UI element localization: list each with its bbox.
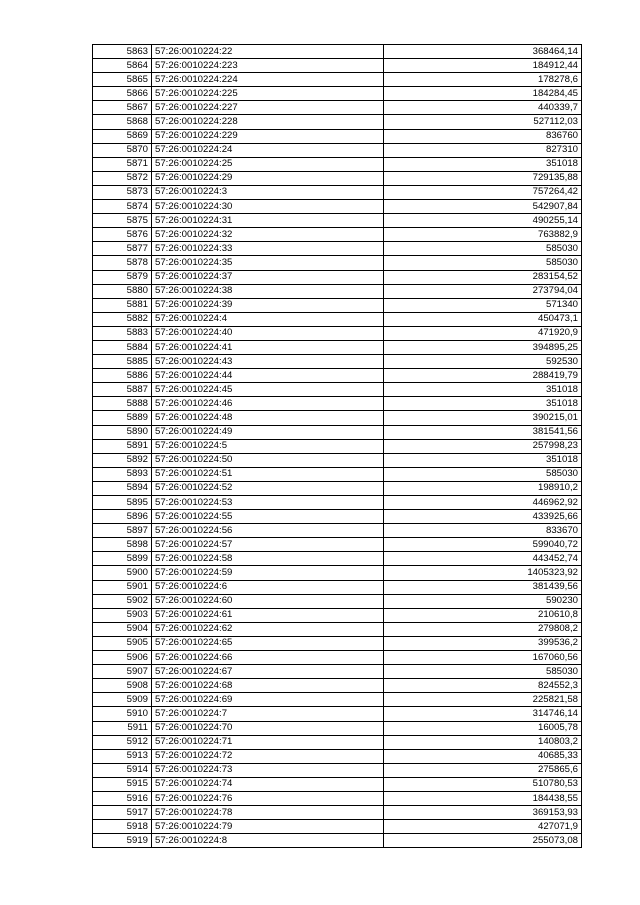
table-row: [93, 552, 582, 566]
cadastral-value-cell: 210610,8: [384, 608, 582, 622]
row-number-cell: 5864: [93, 59, 152, 73]
table-row: [93, 791, 582, 805]
cadastral-value-cell: 1405323,92: [384, 566, 582, 580]
cadastral-number-cell: 57:26:0010224:30: [152, 200, 384, 214]
cadastral-value-cell: 590230: [384, 594, 582, 608]
cadastral-number-cell: 57:26:0010224:229: [152, 129, 384, 143]
cadastral-number-cell: 57:26:0010224:57: [152, 538, 384, 552]
cadastral-value-cell: 167060,56: [384, 651, 582, 665]
row-number-cell: 5886: [93, 369, 152, 383]
table-row: [93, 256, 582, 270]
table-row: [93, 566, 582, 580]
table-row: [93, 59, 582, 73]
table-row: [93, 242, 582, 256]
cadastral-value-cell: 763882,9: [384, 228, 582, 242]
table-row: [93, 369, 582, 383]
cadastral-number-cell: 57:26:0010224:79: [152, 820, 384, 834]
cadastral-value-cell: 446962,92: [384, 496, 582, 510]
row-number-cell: 5892: [93, 453, 152, 467]
table-row: [93, 467, 582, 481]
cadastral-value-cell: 443452,74: [384, 552, 582, 566]
row-number-cell: 5877: [93, 242, 152, 256]
row-number-cell: 5919: [93, 834, 152, 848]
row-number-cell: 5884: [93, 340, 152, 354]
cadastral-value-cell: 427071,9: [384, 820, 582, 834]
cadastral-value-cell: 273794,04: [384, 284, 582, 298]
cadastral-number-cell: 57:26:0010224:45: [152, 383, 384, 397]
row-number-cell: 5894: [93, 481, 152, 495]
cadastral-number-cell: 57:26:0010224:37: [152, 270, 384, 284]
cadastral-number-cell: 57:26:0010224:49: [152, 425, 384, 439]
cadastral-number-cell: 57:26:0010224:48: [152, 411, 384, 425]
table-row: [93, 200, 582, 214]
table-row: [93, 397, 582, 411]
cadastral-value-cell: 198910,2: [384, 481, 582, 495]
row-number-cell: 5910: [93, 707, 152, 721]
table-row: [93, 73, 582, 87]
table-row: [93, 439, 582, 453]
cadastral-value-cell: 599040,72: [384, 538, 582, 552]
cadastral-number-cell: 57:26:0010224:61: [152, 608, 384, 622]
table-row: [93, 129, 582, 143]
table-row: [93, 735, 582, 749]
cadastral-value-cell: 140803,2: [384, 735, 582, 749]
row-number-cell: 5882: [93, 312, 152, 326]
table-row: [93, 298, 582, 312]
row-number-cell: 5875: [93, 214, 152, 228]
cadastral-value-cell: 351018: [384, 453, 582, 467]
row-number-cell: 5881: [93, 298, 152, 312]
cadastral-number-cell: 57:26:0010224:58: [152, 552, 384, 566]
cadastral-number-cell: 57:26:0010224:69: [152, 693, 384, 707]
cadastral-number-cell: 57:26:0010224:51: [152, 467, 384, 481]
cadastral-value-cell: 527112,03: [384, 115, 582, 129]
table-row: [93, 214, 582, 228]
cadastral-value-cell: 184438,55: [384, 791, 582, 805]
cadastral-value-cell: 184912,44: [384, 59, 582, 73]
row-number-cell: 5903: [93, 608, 152, 622]
row-number-cell: 5869: [93, 129, 152, 143]
cadastral-number-cell: 57:26:0010224:76: [152, 791, 384, 805]
cadastral-number-cell: 57:26:0010224:71: [152, 735, 384, 749]
cadastral-number-cell: 57:26:0010224:224: [152, 73, 384, 87]
cadastral-number-cell: 57:26:0010224:24: [152, 143, 384, 157]
row-number-cell: 5868: [93, 115, 152, 129]
cadastral-number-cell: 57:26:0010224:44: [152, 369, 384, 383]
row-number-cell: 5885: [93, 355, 152, 369]
table-row: [93, 749, 582, 763]
row-number-cell: 5871: [93, 157, 152, 171]
row-number-cell: 5900: [93, 566, 152, 580]
row-number-cell: 5873: [93, 185, 152, 199]
table-row: [93, 777, 582, 791]
table-row: [93, 481, 582, 495]
cadastral-number-cell: 57:26:0010224:29: [152, 171, 384, 185]
row-number-cell: 5891: [93, 439, 152, 453]
table-row: [93, 115, 582, 129]
table-row: [93, 665, 582, 679]
cadastral-value-cell: 184284,45: [384, 87, 582, 101]
cadastral-number-cell: 57:26:0010224:59: [152, 566, 384, 580]
cadastral-value-cell: 368464,14: [384, 45, 582, 59]
row-number-cell: 5911: [93, 721, 152, 735]
row-number-cell: 5905: [93, 636, 152, 650]
cadastral-number-cell: 57:26:0010224:31: [152, 214, 384, 228]
table-row: [93, 707, 582, 721]
row-number-cell: 5890: [93, 425, 152, 439]
cadastral-number-cell: 57:26:0010224:56: [152, 524, 384, 538]
cadastral-value-cell: 757264,42: [384, 185, 582, 199]
table-row: [93, 157, 582, 171]
cadastral-value-cell: 399536,2: [384, 636, 582, 650]
cadastral-value-cell: 585030: [384, 242, 582, 256]
cadastral-number-cell: 57:26:0010224:223: [152, 59, 384, 73]
cadastral-value-cell: 510780,53: [384, 777, 582, 791]
row-number-cell: 5897: [93, 524, 152, 538]
row-number-cell: 5867: [93, 101, 152, 115]
cadastral-number-cell: 57:26:0010224:40: [152, 326, 384, 340]
row-number-cell: 5888: [93, 397, 152, 411]
table-row: [93, 496, 582, 510]
cadastral-number-cell: 57:26:0010224:73: [152, 763, 384, 777]
table-row: [93, 185, 582, 199]
cadastral-value-cell: 471920,9: [384, 326, 582, 340]
cadastral-value-cell: 279808,2: [384, 622, 582, 636]
cadastral-number-cell: 57:26:0010224:43: [152, 355, 384, 369]
cadastral-value-cell: 585030: [384, 467, 582, 481]
table-body: [93, 45, 582, 848]
table-row: [93, 820, 582, 834]
cadastral-value-cell: 255073,08: [384, 834, 582, 848]
cadastral-number-cell: 57:26:0010224:60: [152, 594, 384, 608]
cadastral-value-cell: 288419,79: [384, 369, 582, 383]
cadastral-value-cell: 824552,3: [384, 679, 582, 693]
cadastral-number-cell: 57:26:0010224:3: [152, 185, 384, 199]
table-row: [93, 721, 582, 735]
table-row: [93, 594, 582, 608]
row-number-cell: 5907: [93, 665, 152, 679]
row-number-cell: 5912: [93, 735, 152, 749]
row-number-cell: 5902: [93, 594, 152, 608]
table-row: [93, 101, 582, 115]
row-number-cell: 5878: [93, 256, 152, 270]
table-row: [93, 171, 582, 185]
cadastral-number-cell: 57:26:0010224:53: [152, 496, 384, 510]
cadastral-number-cell: 57:26:0010224:66: [152, 651, 384, 665]
cadastral-value-cell: 381439,56: [384, 580, 582, 594]
cadastral-value-cell: 390215,01: [384, 411, 582, 425]
cadastral-number-cell: 57:26:0010224:55: [152, 510, 384, 524]
cadastral-value-cell: 833670: [384, 524, 582, 538]
table-row: [93, 326, 582, 340]
table-row: [93, 425, 582, 439]
row-number-cell: 5870: [93, 143, 152, 157]
cadastral-value-cell: 16005,78: [384, 721, 582, 735]
cadastral-number-cell: 57:26:0010224:5: [152, 439, 384, 453]
table-row: [93, 45, 582, 59]
row-number-cell: 5896: [93, 510, 152, 524]
table-row: [93, 679, 582, 693]
row-number-cell: 5899: [93, 552, 152, 566]
cadastral-value-cell: 351018: [384, 157, 582, 171]
table-row: [93, 763, 582, 777]
cadastral-number-cell: 57:26:0010224:225: [152, 87, 384, 101]
row-number-cell: 5917: [93, 806, 152, 820]
cadastral-number-cell: 57:26:0010224:78: [152, 806, 384, 820]
cadastral-number-cell: 57:26:0010224:8: [152, 834, 384, 848]
cadastral-value-table: [92, 44, 582, 848]
cadastral-value-cell: 40685,33: [384, 749, 582, 763]
table-row: [93, 284, 582, 298]
cadastral-number-cell: 57:26:0010224:35: [152, 256, 384, 270]
table-row: [93, 383, 582, 397]
cadastral-number-cell: 57:26:0010224:46: [152, 397, 384, 411]
table-row: [93, 453, 582, 467]
cadastral-value-cell: 433925,66: [384, 510, 582, 524]
table-row: [93, 806, 582, 820]
cadastral-number-cell: 57:26:0010224:32: [152, 228, 384, 242]
row-number-cell: 5874: [93, 200, 152, 214]
row-number-cell: 5865: [93, 73, 152, 87]
table-row: [93, 834, 582, 848]
table-row: [93, 580, 582, 594]
table-row: [93, 510, 582, 524]
table-row: [93, 143, 582, 157]
cadastral-value-cell: 225821,58: [384, 693, 582, 707]
cadastral-number-cell: 57:26:0010224:70: [152, 721, 384, 735]
cadastral-number-cell: 57:26:0010224:7: [152, 707, 384, 721]
cadastral-number-cell: 57:26:0010224:227: [152, 101, 384, 115]
cadastral-number-cell: 57:26:0010224:72: [152, 749, 384, 763]
row-number-cell: 5863: [93, 45, 152, 59]
cadastral-number-cell: 57:26:0010224:4: [152, 312, 384, 326]
cadastral-value-cell: 351018: [384, 397, 582, 411]
table-row: [93, 270, 582, 284]
cadastral-value-cell: 729135,88: [384, 171, 582, 185]
row-number-cell: 5872: [93, 171, 152, 185]
row-number-cell: 5908: [93, 679, 152, 693]
cadastral-number-cell: 57:26:0010224:6: [152, 580, 384, 594]
row-number-cell: 5904: [93, 622, 152, 636]
cadastral-number-cell: 57:26:0010224:65: [152, 636, 384, 650]
cadastral-value-cell: 178278,6: [384, 73, 582, 87]
row-number-cell: 5915: [93, 777, 152, 791]
table-row: [93, 636, 582, 650]
row-number-cell: 5901: [93, 580, 152, 594]
cadastral-number-cell: 57:26:0010224:62: [152, 622, 384, 636]
table-row: [93, 622, 582, 636]
cadastral-value-cell: 314746,14: [384, 707, 582, 721]
cadastral-number-cell: 57:26:0010224:68: [152, 679, 384, 693]
table-row: [93, 87, 582, 101]
row-number-cell: 5906: [93, 651, 152, 665]
table-row: [93, 355, 582, 369]
cadastral-number-cell: 57:26:0010224:50: [152, 453, 384, 467]
cadastral-value-cell: 571340: [384, 298, 582, 312]
cadastral-value-cell: 450473,1: [384, 312, 582, 326]
row-number-cell: 5876: [93, 228, 152, 242]
row-number-cell: 5866: [93, 87, 152, 101]
cadastral-value-cell: 827310: [384, 143, 582, 157]
table-row: [93, 608, 582, 622]
cadastral-value-cell: 592530: [384, 355, 582, 369]
cadastral-value-cell: 585030: [384, 256, 582, 270]
cadastral-value-cell: 257998,23: [384, 439, 582, 453]
row-number-cell: 5898: [93, 538, 152, 552]
cadastral-value-cell: 351018: [384, 383, 582, 397]
row-number-cell: 5914: [93, 763, 152, 777]
row-number-cell: 5895: [93, 496, 152, 510]
cadastral-number-cell: 57:26:0010224:38: [152, 284, 384, 298]
cadastral-value-cell: 283154,52: [384, 270, 582, 284]
cadastral-number-cell: 57:26:0010224:41: [152, 340, 384, 354]
row-number-cell: 5893: [93, 467, 152, 481]
row-number-cell: 5909: [93, 693, 152, 707]
table-row: [93, 693, 582, 707]
cadastral-value-cell: 585030: [384, 665, 582, 679]
row-number-cell: 5883: [93, 326, 152, 340]
row-number-cell: 5879: [93, 270, 152, 284]
table-row: [93, 538, 582, 552]
table-row: [93, 312, 582, 326]
cadastral-value-cell: 836760: [384, 129, 582, 143]
table-row: [93, 228, 582, 242]
cadastral-number-cell: 57:26:0010224:74: [152, 777, 384, 791]
cadastral-value-cell: 490255,14: [384, 214, 582, 228]
cadastral-value-cell: 542907,84: [384, 200, 582, 214]
row-number-cell: 5916: [93, 791, 152, 805]
table-row: [93, 524, 582, 538]
cadastral-number-cell: 57:26:0010224:67: [152, 665, 384, 679]
row-number-cell: 5913: [93, 749, 152, 763]
cadastral-number-cell: 57:26:0010224:22: [152, 45, 384, 59]
table-row: [93, 340, 582, 354]
cadastral-value-cell: 440339,7: [384, 101, 582, 115]
cadastral-number-cell: 57:26:0010224:228: [152, 115, 384, 129]
cadastral-value-cell: 369153,93: [384, 806, 582, 820]
table-row: [93, 651, 582, 665]
cadastral-number-cell: 57:26:0010224:52: [152, 481, 384, 495]
cadastral-value-cell: 394895,25: [384, 340, 582, 354]
cadastral-value-cell: 275865,6: [384, 763, 582, 777]
table-row: [93, 411, 582, 425]
row-number-cell: 5889: [93, 411, 152, 425]
row-number-cell: 5887: [93, 383, 152, 397]
cadastral-value-cell: 381541,56: [384, 425, 582, 439]
cadastral-number-cell: 57:26:0010224:25: [152, 157, 384, 171]
cadastral-number-cell: 57:26:0010224:39: [152, 298, 384, 312]
row-number-cell: 5880: [93, 284, 152, 298]
cadastral-number-cell: 57:26:0010224:33: [152, 242, 384, 256]
row-number-cell: 5918: [93, 820, 152, 834]
